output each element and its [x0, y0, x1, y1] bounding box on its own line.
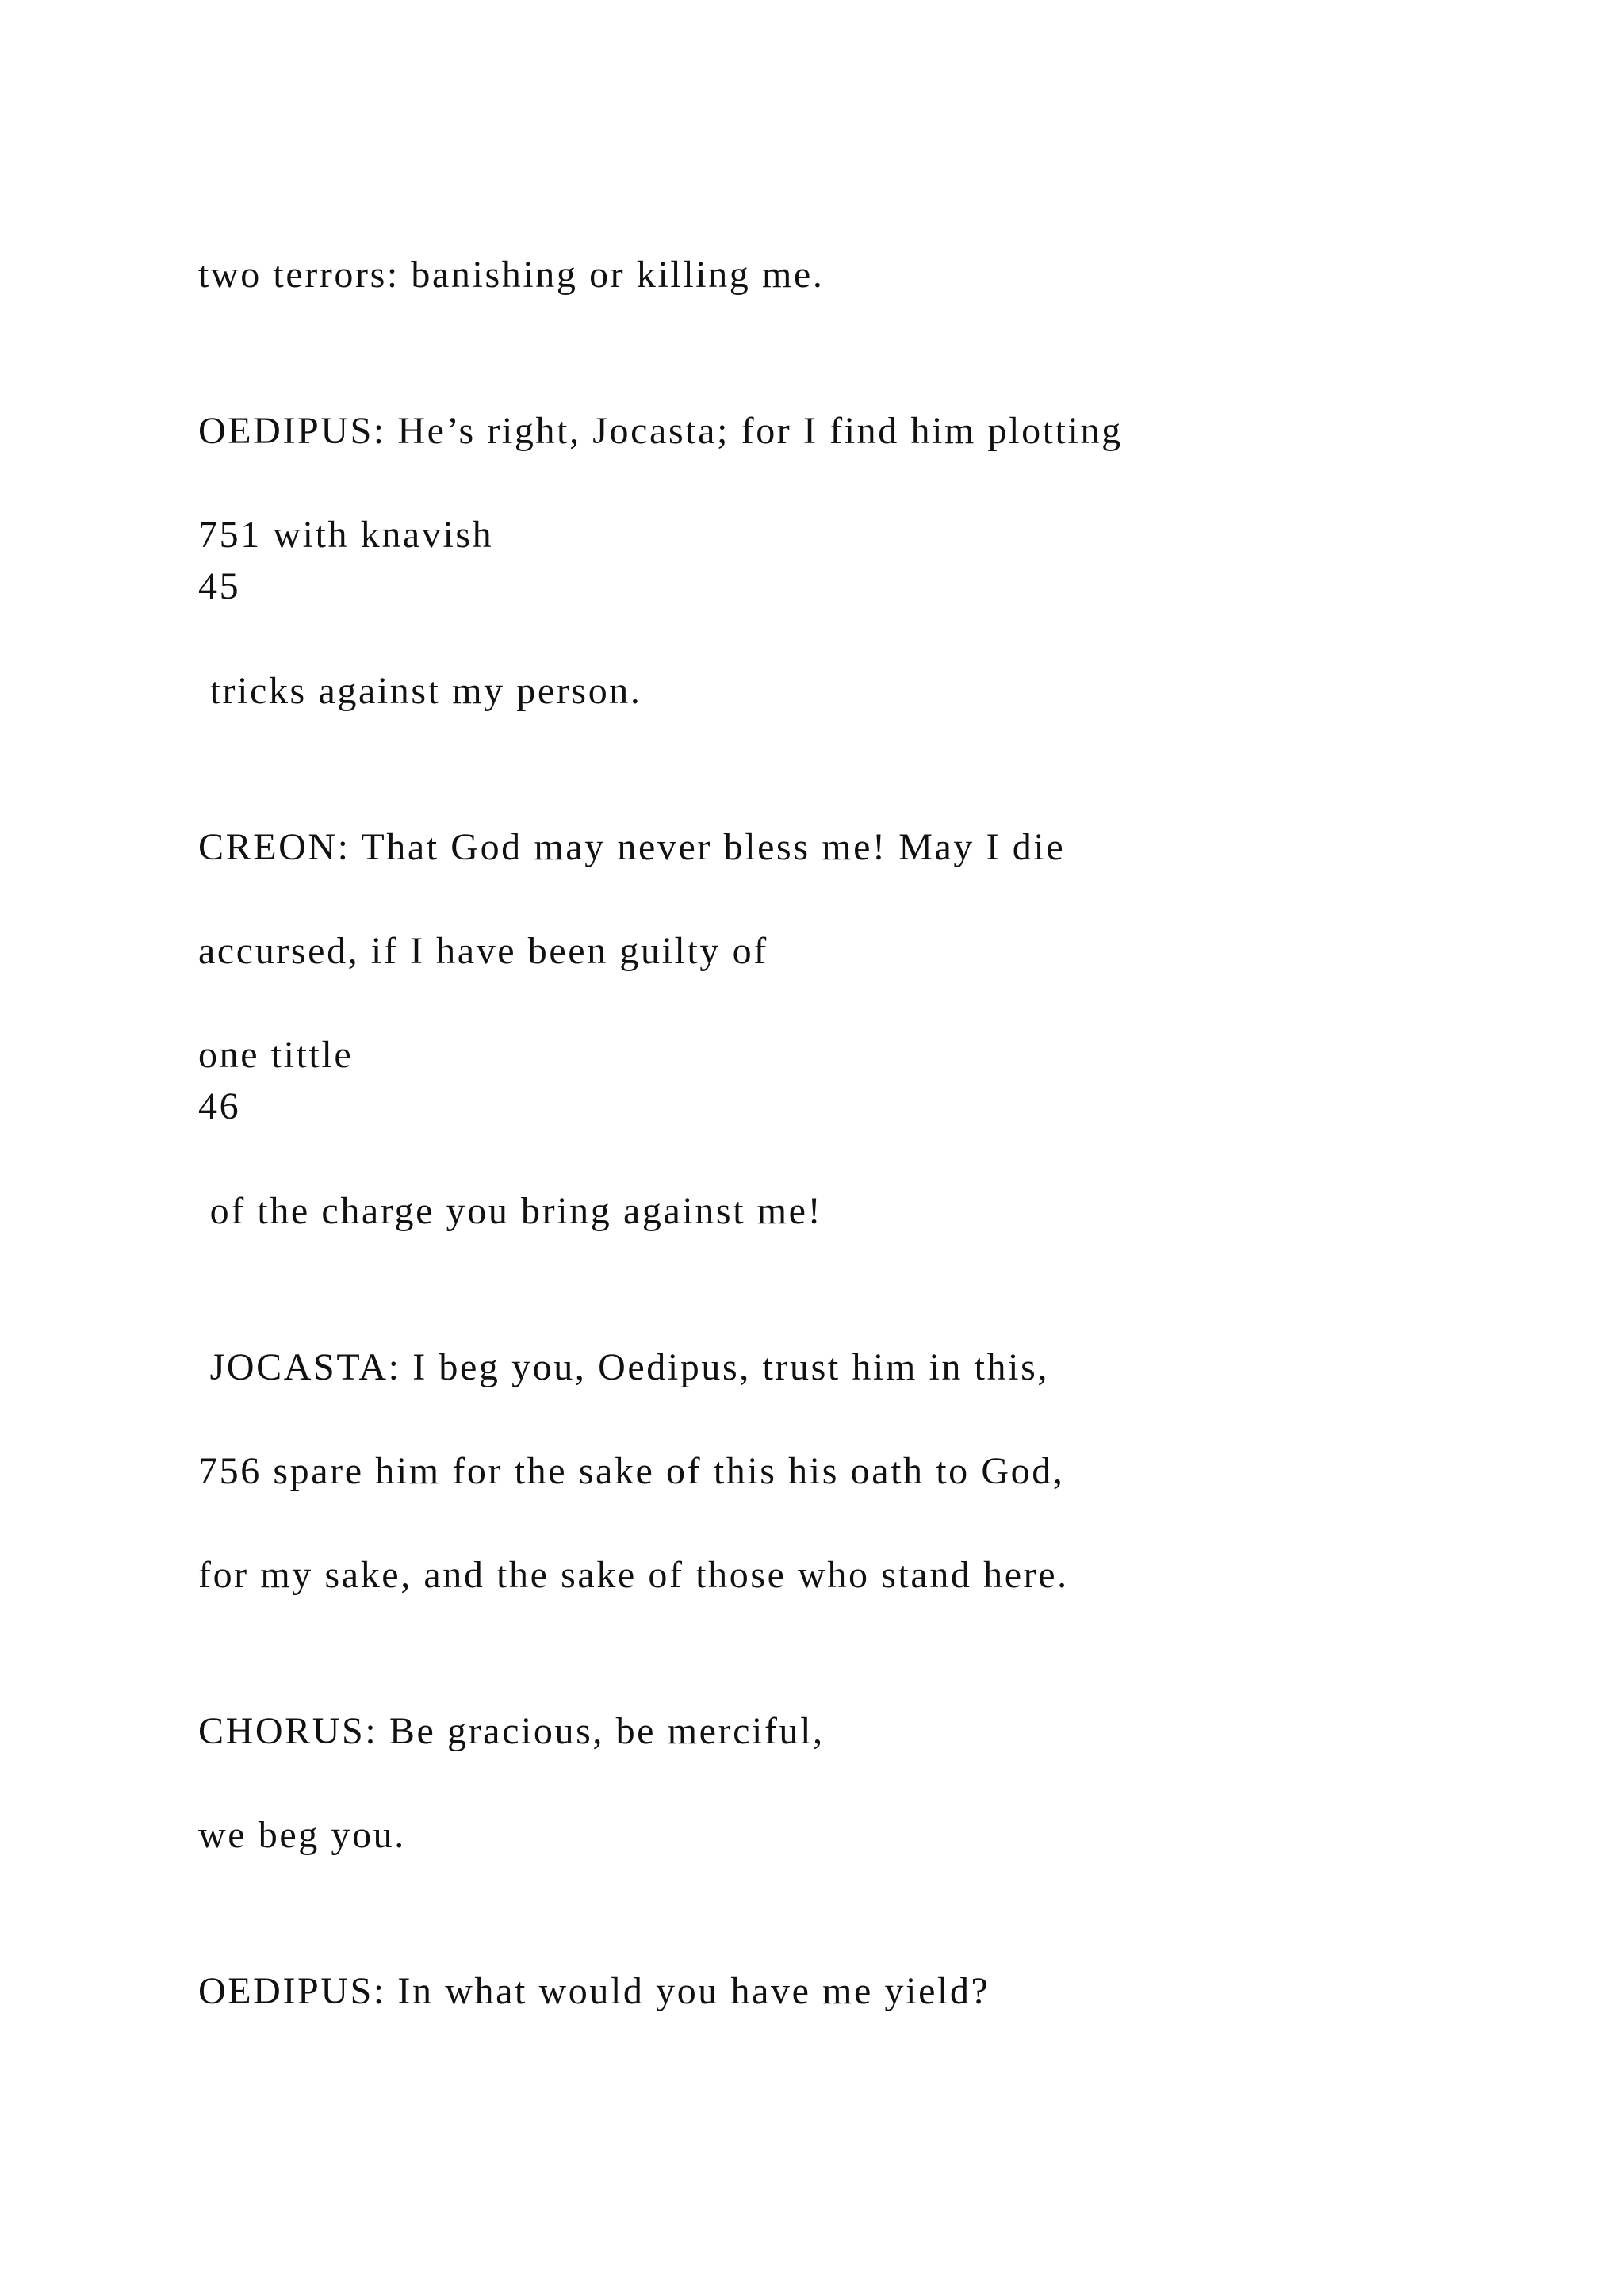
- text-line: tricks against my person.: [198, 670, 642, 712]
- text-line: 751 with knavish: [198, 514, 494, 556]
- footnote-marker: 46: [198, 1085, 241, 1127]
- text-line: 756 spare him for the sake of this his oath to God,: [198, 1450, 1065, 1492]
- text-line: of the charge you bring against me!: [198, 1190, 823, 1232]
- text-line: one tittle: [198, 1034, 354, 1076]
- text-line: CREON: That God may never bless me! May I die: [198, 826, 1066, 868]
- text-line: CHORUS: Be gracious, be merciful,: [198, 1710, 825, 1752]
- text-line: for my sake, and the sake of those who stand here.: [198, 1554, 1069, 1596]
- text-line: two terrors: banishing or killing me.: [198, 254, 825, 296]
- text-line: JOCASTA: I beg you, Oedipus, trust him in this,: [198, 1346, 1049, 1388]
- text-line: we beg you.: [198, 1814, 406, 1856]
- text-line: OEDIPUS: In what would you have me yield?: [198, 1970, 990, 2012]
- text-line: accursed, if I have been guilty of: [198, 930, 768, 972]
- footnote-marker: 45: [198, 565, 241, 607]
- text-line: OEDIPUS: He’s right, Jocasta; for I find him plotting: [198, 410, 1123, 452]
